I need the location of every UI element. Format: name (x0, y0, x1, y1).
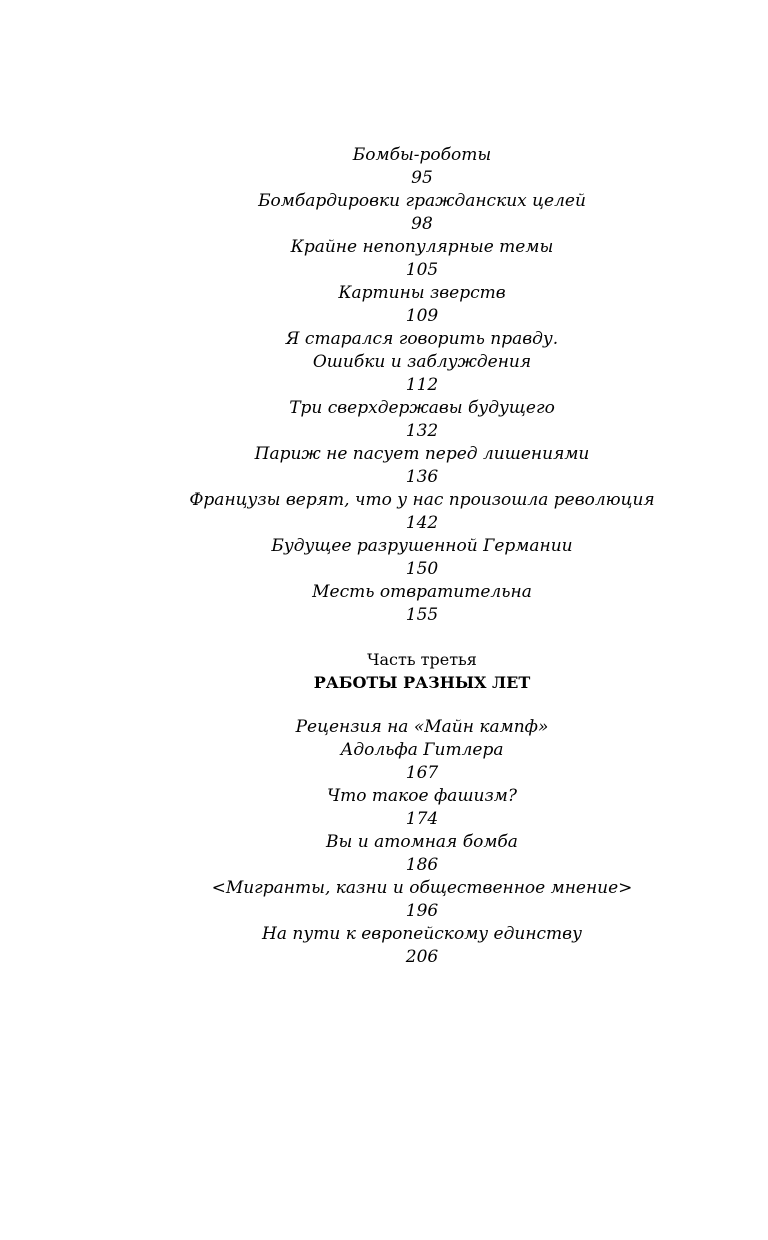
toc-entry-page: 136 (405, 467, 439, 487)
toc-entry (140, 535, 704, 581)
part-heading (140, 648, 704, 694)
toc-entry-title: Три сверхдержавы будущего (289, 398, 555, 418)
toc-entry (140, 190, 704, 236)
toc-entry (140, 716, 704, 785)
toc-entry-title: Что такое фашизм? (327, 786, 517, 806)
toc-entry (140, 328, 704, 397)
toc-entry-page: 206 (405, 947, 439, 967)
table-of-contents-section (140, 144, 704, 627)
toc-entry (140, 144, 704, 190)
toc-entry-page: 95 (411, 168, 433, 188)
toc-entry (140, 443, 704, 489)
toc-entry-title-line2: Адольфа Гитлера (340, 740, 504, 760)
toc-entry (140, 236, 704, 282)
toc-entry-page: 167 (405, 763, 439, 783)
toc-entry (140, 923, 704, 969)
part-label: Часть третья (367, 650, 477, 669)
toc-entry-title: <Мигранты, казни и общественное мнение> (211, 878, 633, 898)
toc-entry (140, 397, 704, 443)
toc-entry-title: Будущее разрушенной Германии (271, 536, 573, 556)
toc-entry-page: 109 (405, 306, 439, 326)
toc-entry-page: 155 (405, 605, 439, 625)
toc-entry-page: 174 (405, 809, 439, 829)
toc-entry-title-line1: Рецензия на «Майн кампф» (295, 717, 549, 737)
table-of-contents-section (140, 716, 704, 969)
toc-entry-page: 186 (405, 855, 439, 875)
toc-entry-title: Вы и атомная бомба (326, 832, 518, 852)
toc-entry-title-line1: Я старался говорить правду. (285, 329, 559, 349)
toc-entry-page: 98 (411, 214, 433, 234)
toc-entry-page: 132 (405, 421, 439, 441)
toc-entry (140, 489, 704, 535)
toc-entry-page: 150 (405, 559, 439, 579)
toc-entry-title: Бомбы-роботы (352, 145, 492, 165)
toc-entry-title: Картины зверств (338, 283, 506, 303)
toc-entry-title: Месть отвратительна (312, 582, 532, 602)
part-title: РАБОТЫ РАЗНЫХ ЛЕТ (313, 673, 531, 692)
toc-entry-title: Бомбардировки гражданских целей (258, 191, 586, 211)
toc-entry-title: Французы верят, что у нас произошла революция (189, 490, 655, 510)
toc-entry (140, 831, 704, 877)
toc-entry-page: 105 (405, 260, 439, 280)
toc-entry (140, 581, 704, 627)
toc-entry (140, 785, 704, 831)
toc-entry-title-line2: Ошибки и заблуждения (312, 352, 532, 372)
toc-entry-title: Париж не пасует перед лишениями (254, 444, 590, 464)
toc-entry-page: 142 (405, 513, 439, 533)
toc-entry (140, 282, 704, 328)
toc-entry-title: На пути к европейскому единству (262, 924, 582, 944)
toc-entry-title: Крайне непопулярные темы (290, 237, 554, 257)
toc-entry (140, 877, 704, 923)
toc-entry-page: 196 (405, 901, 439, 921)
toc-entry-page: 112 (405, 375, 439, 395)
